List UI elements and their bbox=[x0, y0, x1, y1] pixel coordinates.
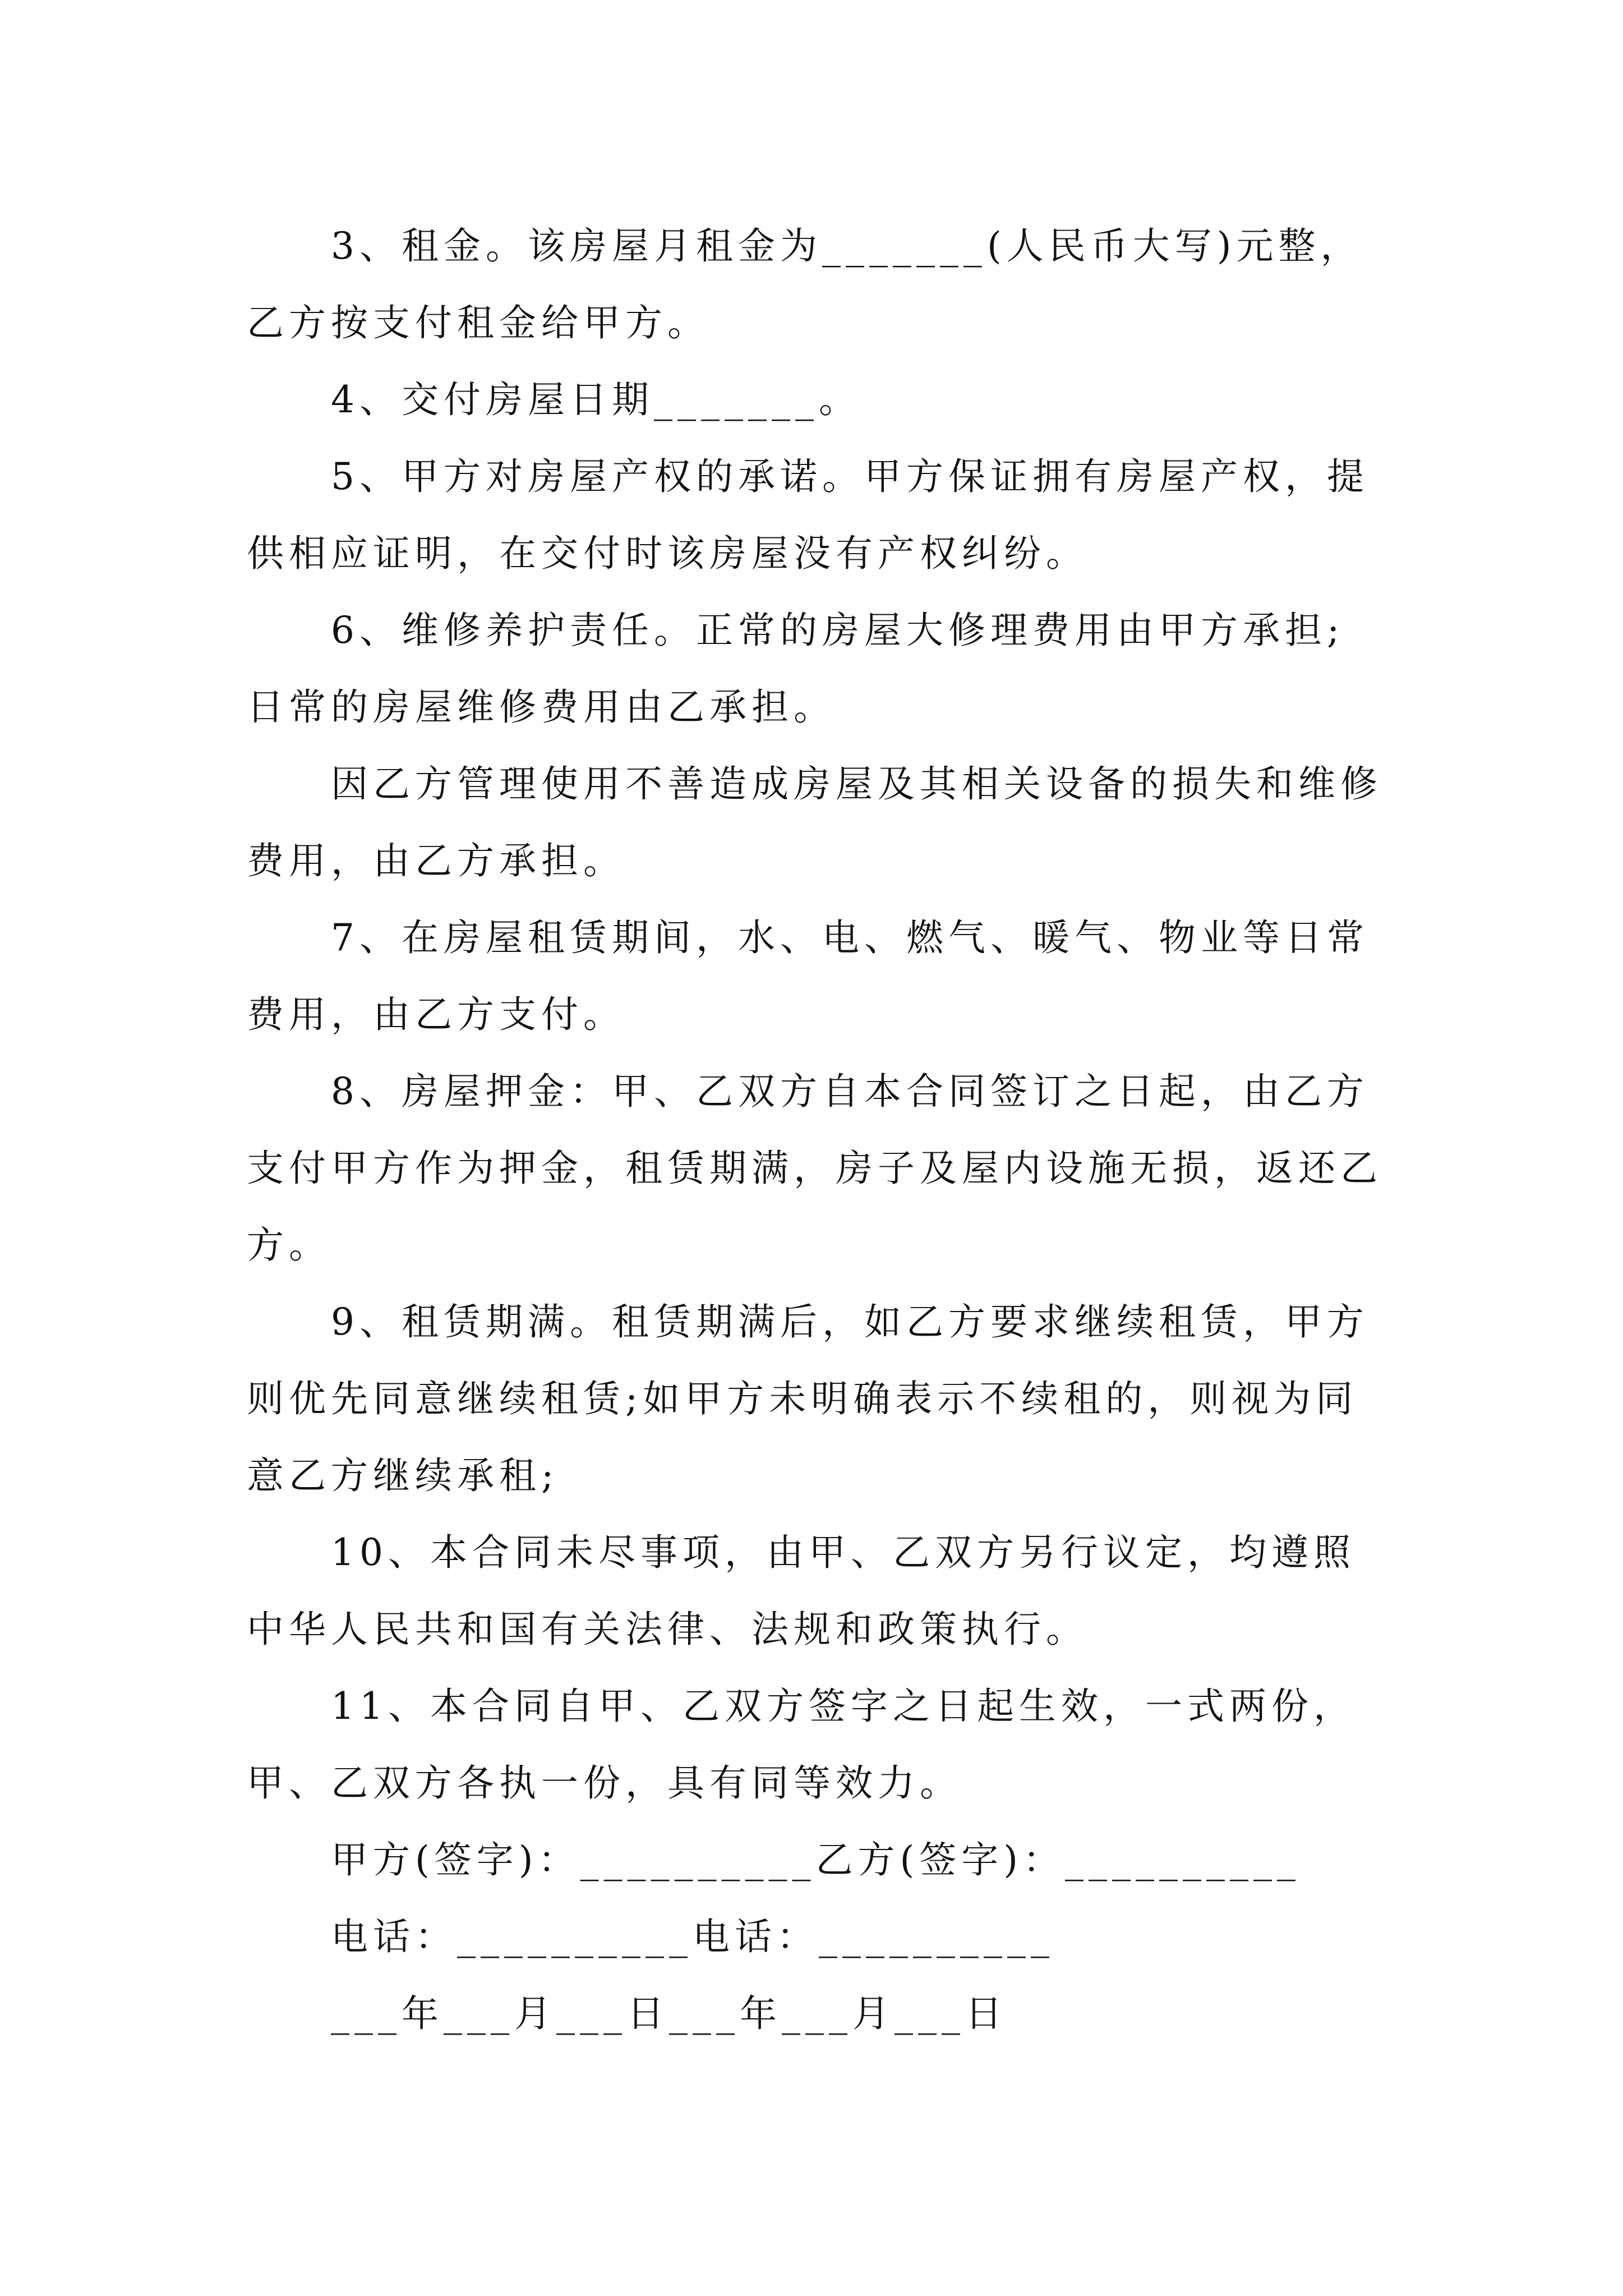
clause-other-matters: 10、本合同未尽事项，由甲、乙双方另行议定，均遵照中华人民共和国有关法律、法规和政策执行。 bbox=[247, 1531, 1355, 1651]
clause-lease-expiry: 9、租赁期满。租赁期满后，如乙方要求继续租赁，甲方则优先同意继续租赁;如甲方未明确表示不续租的，则视为同意乙方继续承租; bbox=[247, 1300, 1369, 1497]
clause-handover-date: 4、交付房屋日期_______。 bbox=[331, 378, 861, 421]
clause-rent: 3、租金。该房屋月租金为_______(人民币大写)元整，乙方按支付租金给甲方。 bbox=[247, 224, 1363, 344]
clause-utilities: 7、在房屋租赁期间，水、电、燃气、暖气、物业等日常费用，由乙方支付。 bbox=[247, 916, 1369, 1036]
signature-date-line: ___年___月___日___年___月___日 bbox=[331, 1992, 1007, 2035]
signature-parties-line: 甲方(签字)：__________乙方(签字)：__________ bbox=[331, 1838, 1301, 1881]
clause-damage-liability: 因乙方管理使用不善造成房屋及其相关设备的损失和维修费用，由乙方承担。 bbox=[247, 762, 1382, 882]
clause-effectiveness: 11、本合同自甲、乙双方签字之日起生效，一式两份，甲、乙双方各执一份，具有同等效力。 bbox=[247, 1685, 1355, 1805]
clause-ownership: 5、甲方对房屋产权的承诺。甲方保证拥有房屋产权，提供相应证明，在交付时该房屋没有产权纠纷。 bbox=[247, 455, 1369, 575]
clause-deposit: 8、房屋押金：甲、乙双方自本合同签订之日起，由乙方支付甲方作为押金，租赁期满，房子及屋内设施无损，返还乙方。 bbox=[247, 1070, 1382, 1267]
signature-phone-line: 电话：__________电话：__________ bbox=[331, 1915, 1054, 1958]
clause-maintenance: 6、维修养护责任。正常的房屋大修理费用由甲方承担;日常的房屋维修费用由乙承担。 bbox=[247, 609, 1345, 729]
document-body bbox=[247, 208, 1385, 2052]
